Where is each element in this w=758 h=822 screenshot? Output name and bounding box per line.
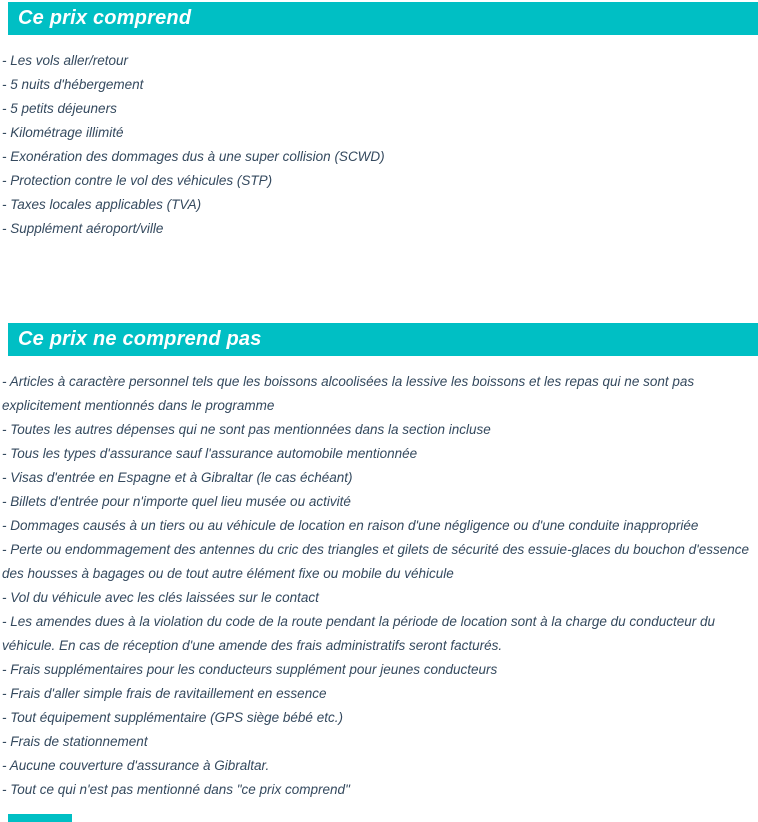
list-item: - Toutes les autres dépenses qui ne sont pas mentionnées dans la section incluse [2, 422, 491, 437]
list-item: - Frais d'aller simple frais de ravitaillement en essence [2, 686, 327, 701]
price-includes-header-bar [8, 2, 758, 35]
list-item: - Tout équipement supplémentaire (GPS siège bébé etc.) [2, 710, 343, 725]
price-includes-list [0, 49, 758, 241]
section-price-includes [0, 2, 758, 241]
list-item: - Tout ce qui n'est pas mentionné dans "ce prix comprend" [2, 782, 350, 797]
list-item: - Billets d'entrée pour n'importe quel lieu musée ou activité [2, 494, 351, 509]
list-item: - Visas d'entrée en Espagne et à Gibraltar (le cas échéant) [2, 470, 353, 485]
list-item: - Taxes locales applicables (TVA) [2, 197, 202, 212]
section-price-excludes [0, 323, 758, 802]
price-excludes-header-bar [8, 323, 758, 356]
next-section-bar-partial [8, 814, 72, 822]
price-excludes-list [0, 370, 758, 802]
list-item: - Articles à caractère personnel tels que les boissons alcoolisées la lessive les boissons et les repas qui ne sont pas explicitement mentionnés dans le programme [2, 374, 695, 413]
list-item: - Exonération des dommages dus à une super collision (SCWD) [2, 149, 385, 164]
list-item: - 5 nuits d'hébergement [2, 77, 144, 92]
list-item: - Les vols aller/retour [2, 53, 129, 68]
price-includes-title: Ce prix comprend [18, 7, 192, 29]
list-item: - Protection contre le vol des véhicules (STP) [2, 173, 273, 188]
list-item: - Vol du véhicule avec les clés laissées sur le contact [2, 590, 319, 605]
list-item: - Frais supplémentaires pour les conducteurs supplément pour jeunes conducteurs [2, 662, 498, 677]
price-excludes-title: Ce prix ne comprend pas [18, 328, 262, 350]
list-item: - Aucune couverture d'assurance à Gibraltar. [2, 758, 270, 773]
list-item: - Frais de stationnement [2, 734, 148, 749]
list-item: - Supplément aéroport/ville [2, 221, 164, 236]
list-item: - Kilométrage illimité [2, 125, 124, 140]
list-item: - Perte ou endommagement des antennes du cric des triangles et gilets de sécurité des essuie-glaces du bouchon d'essence des housses à bagages ou de tout autre élément fixe ou mobile du véhicule [2, 542, 750, 581]
price-info-page [0, 2, 758, 822]
list-item: - 5 petits déjeuners [2, 101, 117, 116]
list-item: - Tous les types d'assurance sauf l'assurance automobile mentionnée [2, 446, 418, 461]
list-item: - Dommages causés à un tiers ou au véhicule de location en raison d'une négligence ou d'une conduite inappropriée [2, 518, 699, 533]
list-item: - Les amendes dues à la violation du code de la route pendant la période de location sont à la charge du conducteur du véhicule. En cas de réception d'une amende des frais administratifs seront facturés. [2, 614, 715, 653]
